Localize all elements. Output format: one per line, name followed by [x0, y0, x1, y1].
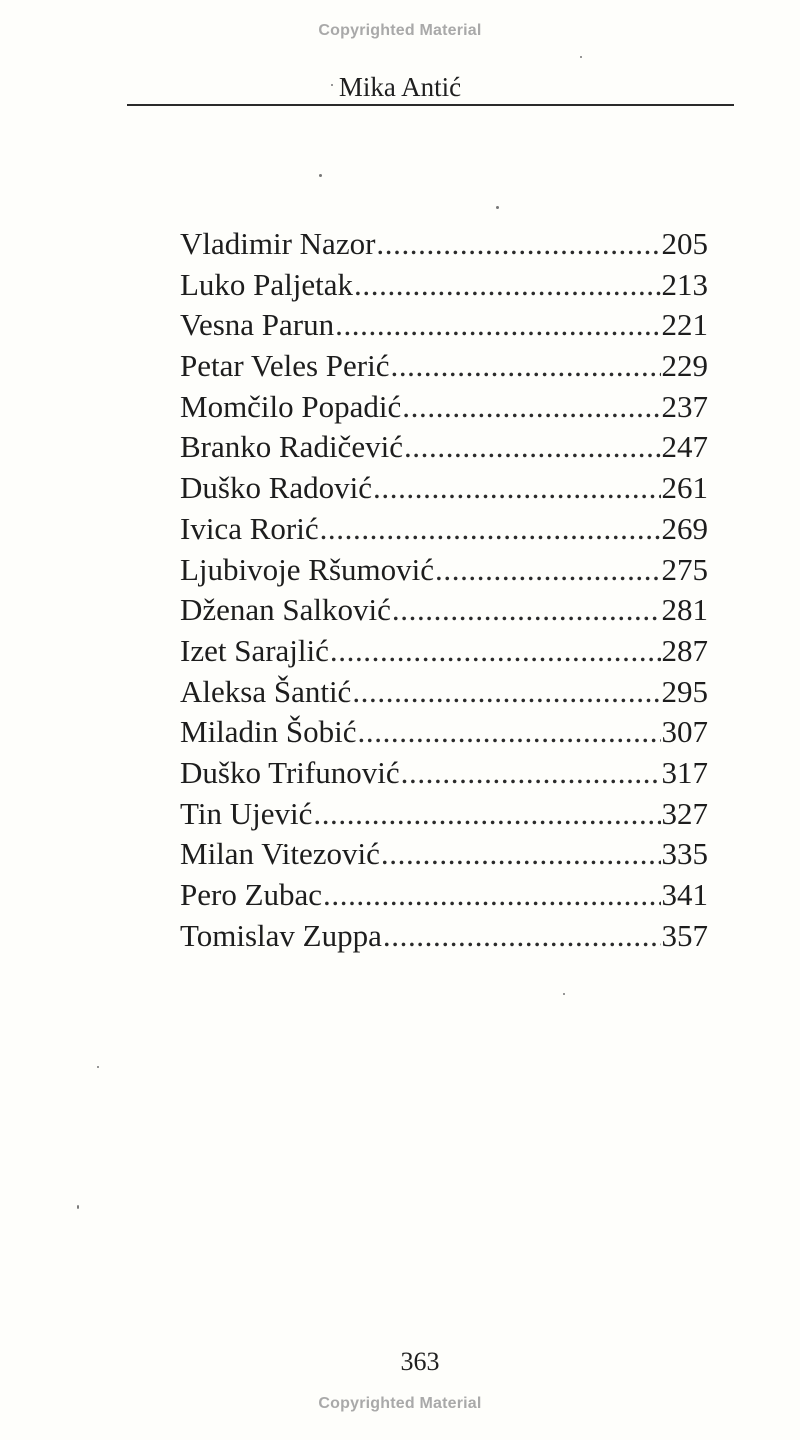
page-number: 363 — [400, 1347, 440, 1376]
toc-leader-dots — [323, 875, 660, 916]
toc-entry-name: Momčilo Popadić — [180, 388, 402, 424]
toc-entry-name: Dženan Salković — [180, 592, 391, 628]
toc-leader-dots — [404, 427, 661, 468]
toc-leader-dots — [373, 468, 660, 509]
toc-entry-name: Petar Veles Perić — [180, 348, 390, 384]
toc-entry[interactable] — [180, 712, 708, 753]
running-head: Mika Antić — [338, 72, 462, 102]
toc-entry[interactable] — [180, 509, 708, 550]
scan-speck — [319, 174, 322, 177]
toc-entry-name: Izet Sarajlić — [180, 632, 329, 668]
toc-leader-dots — [383, 916, 661, 957]
toc-entry[interactable] — [180, 834, 708, 875]
toc-entry-name: Pero Zubac — [180, 877, 323, 912]
toc-entry[interactable] — [180, 875, 708, 916]
toc-entry-page: 357 — [661, 917, 708, 953]
toc-entry[interactable] — [180, 387, 708, 428]
copyright-watermark-top: Copyrighted Material — [318, 22, 482, 39]
toc-entry-name: Vesna Parun — [180, 307, 335, 343]
toc-entry[interactable] — [180, 590, 708, 631]
toc-entry-page: 275 — [661, 551, 708, 587]
toc-entry-name: Ivica Rorić — [180, 510, 319, 546]
toc-entry[interactable] — [180, 305, 708, 346]
toc-entry[interactable] — [180, 468, 708, 509]
toc-entry-page: 221 — [661, 307, 708, 343]
toc-entry-name: Tomislav Zuppa — [180, 917, 382, 953]
toc-leader-dots — [352, 672, 660, 713]
header-rule — [127, 104, 734, 106]
toc-entry-name: Tin Ujević — [180, 795, 313, 831]
toc-entry-page: 261 — [661, 470, 708, 506]
toc-entry-page: 317 — [661, 754, 708, 790]
toc-entry-name: Duško Trifunović — [180, 754, 400, 790]
toc-entry[interactable] — [180, 550, 708, 591]
toc-entry-name: Branko Radičević — [180, 429, 403, 465]
toc-entry-name: Miladin Šobić — [180, 714, 357, 750]
toc-leader-dots — [354, 265, 660, 306]
copyright-watermark-bottom: Copyrighted Material — [318, 1395, 482, 1412]
toc-entry[interactable] — [180, 427, 708, 468]
toc-leader-dots — [390, 346, 660, 387]
scan-speck — [496, 206, 499, 209]
toc-entry-page: 295 — [661, 673, 708, 709]
scan-speck — [97, 1066, 99, 1068]
toc-entry-name: Ljubivoje Ršumović — [180, 551, 435, 587]
toc-entry-page: 327 — [661, 795, 708, 831]
toc-leader-dots — [401, 753, 661, 794]
toc-entry-name: Aleksa Šantić — [180, 673, 352, 709]
toc-entry-page: 287 — [661, 632, 708, 668]
toc-entry[interactable] — [180, 346, 708, 387]
toc-leader-dots — [335, 305, 660, 346]
toc-entry-page: 237 — [661, 388, 708, 424]
toc-entry[interactable] — [180, 672, 708, 713]
toc-entry[interactable] — [180, 753, 708, 794]
toc-leader-dots — [402, 387, 660, 428]
toc-entry-page: 269 — [661, 510, 708, 546]
toc-entry-page: 307 — [661, 714, 708, 750]
toc-entry[interactable] — [180, 631, 708, 672]
toc-entry-page: 335 — [661, 836, 708, 872]
toc-entry-page: 229 — [661, 348, 708, 384]
toc-leader-dots — [330, 631, 661, 672]
toc-leader-dots — [435, 550, 660, 591]
toc-leader-dots — [313, 794, 660, 835]
toc-entry-page: 247 — [661, 429, 708, 465]
toc-entry-name: Vladimir Nazor — [180, 226, 376, 261]
scan-speck — [580, 56, 582, 58]
toc-entry[interactable] — [180, 794, 708, 835]
toc-leader-dots — [392, 590, 661, 631]
toc-entry-page: 281 — [661, 592, 708, 628]
toc-entry-name: Luko Paljetak — [180, 266, 354, 302]
toc-entry-page: 341 — [661, 877, 708, 912]
scan-speck — [331, 84, 333, 86]
toc-entry[interactable] — [180, 224, 708, 265]
toc-entry-name: Duško Radović — [180, 470, 373, 506]
toc-entry-page: 205 — [661, 226, 708, 261]
scan-speck — [563, 993, 565, 995]
scan-speck — [77, 1205, 79, 1209]
table-of-contents — [180, 224, 708, 956]
toc-leader-dots — [376, 224, 660, 265]
toc-entry-page: 213 — [661, 266, 708, 302]
toc-entry-name: Milan Vitezović — [180, 836, 380, 872]
toc-leader-dots — [320, 509, 661, 550]
toc-leader-dots — [358, 712, 661, 753]
toc-entry[interactable] — [180, 916, 708, 957]
toc-leader-dots — [381, 834, 661, 875]
toc-entry[interactable] — [180, 265, 708, 306]
